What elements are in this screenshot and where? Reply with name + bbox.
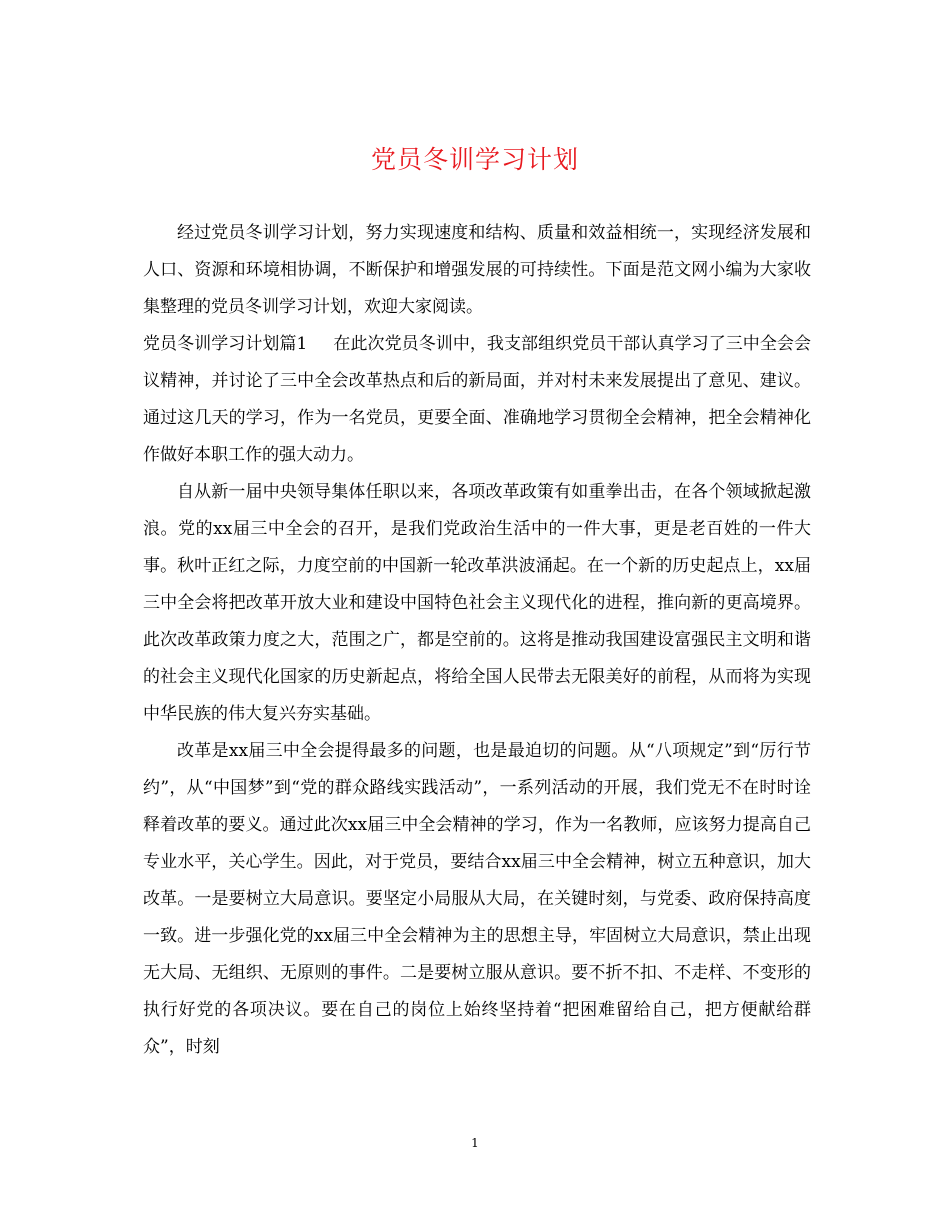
section-first-paragraph: 在此次党员冬训中，我支部组织党员干部认真学习了三中全会会议精神，并讨论了三中全会改革热点和后的新局面，并对村未来发展提出了意见、建议。通过这几天的学习，作为一名党员，更要全面、准确地学习贯彻全会精神，把全会精神化作做好本职工作的强大动力。 [143,334,811,465]
paragraph-3: 改革是xx届三中全会提得最多的问题，也是最迫切的问题。从“八项规定”到“厉行节约”，从“中国梦”到“党的群众路线实践活动”，一系列活动的开展，我们党无不在时时诠释着改革的要义。通过此次xx届三中全会精神的学习，作为一名教师，应该努力提高自己专业水平，关心学生。因此，对于党员，要结合xx届三中全会精神，树立五种意识，加大改革。一是要树立大局意识。要坚定小局服从大局，在关键时刻，与党委、政府保持高度一致。进一步强化党的xx届三中全会精神为主的思想主导，牢固树立大局意识，禁止出现无大局、无组织、无原则的事件。二是要树立服从意识。要不折不扣、不走样、不变形的执行好党的各项决议。要在自己的岗位上始终坚持着“把困难留给自己，把方便献给群众”，时刻 [143,741,811,1057]
section-heading: 党员冬训学习计划篇1 [143,334,308,354]
section-first-block [143,326,811,474]
document-title: 党员冬训学习计划 [370,145,579,174]
document-body [143,215,811,1066]
paragraph-2: 自从新一届中央领导集体任职以来，各项改革政策有如重拳出击，在各个领域掀起激浪。党的xx届三中全会的召开，是我们党政治生活中的一件大事，更是老百姓的一件大事。秋叶正红之际，力度空前的中国新一轮改革洪波涌起。在一个新的历史起点上，xx届三中全会将把改革开放大业和建设中国特色社会主义现代化的进程，推向新的更高境界。此次改革政策力度之大，范围之广，都是空前的。这将是推动我国建设富强民主文明和谐的社会主义现代化国家的历史新起点，将给全国人民带去无限美好的前程，从而将为实现中华民族的伟大复兴夯实基础。 [143,482,811,724]
intro-paragraph: 经过党员冬训学习计划，努力实现速度和结构、质量和效益相统一，实现经济发展和人口、资源和环境相协调，不断保护和增强发展的可持续性。下面是范文网小编为大家收集整理的党员冬训学习计划，欢迎大家阅读。 [143,223,811,317]
page-number: 1 [471,1136,479,1150]
